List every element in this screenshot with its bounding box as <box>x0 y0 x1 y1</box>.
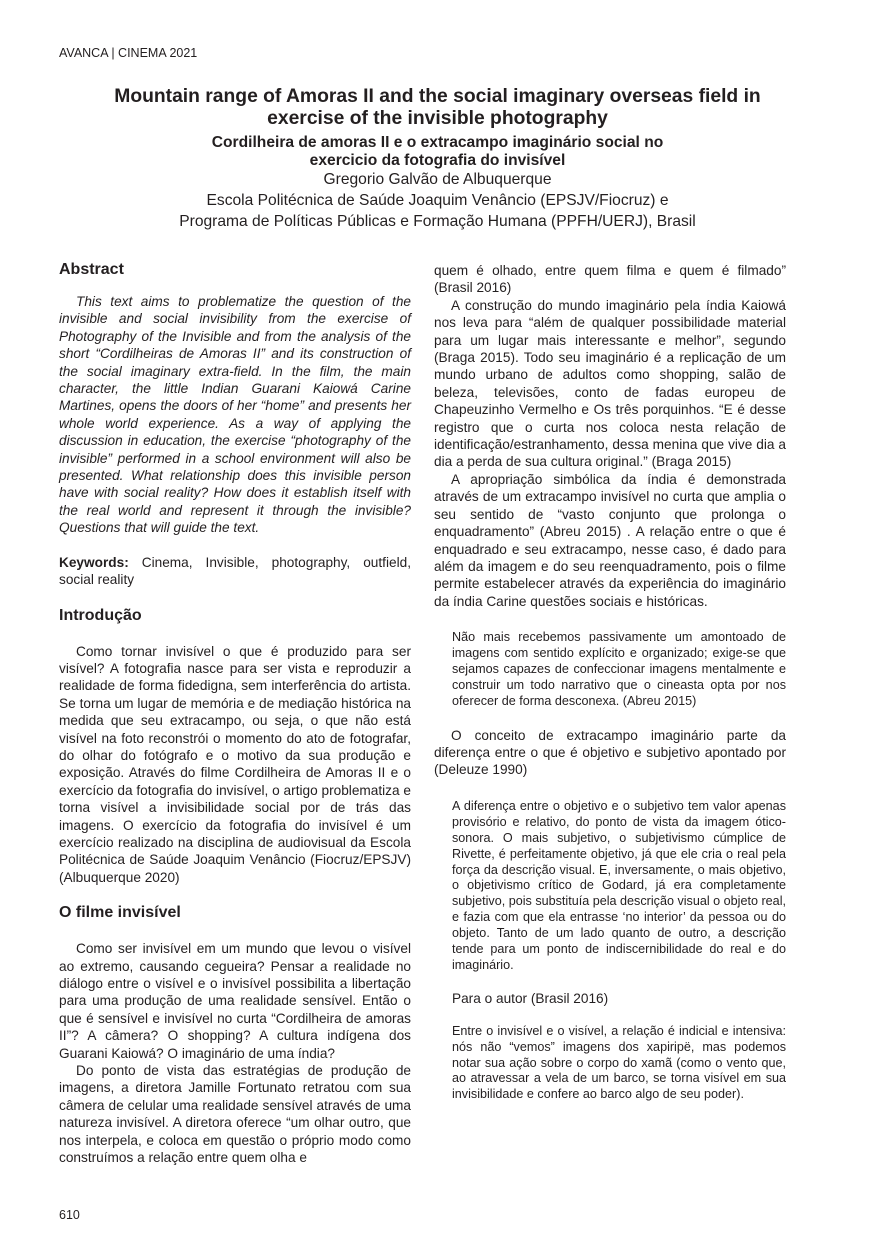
right-paragraph-0: quem é olhado, entre quem filma e quem é filmado” (Brasil 2016) <box>434 263 786 296</box>
block-quote-1: Não mais recebemos passivamente um amontoado de imagens com sentido explícito e organizado; exige-se que sejamos capazes de confeccionar imagens mentalmente e construir um todo narrativo que o cineasta opta por nos oferecer de forma desconexa. (Abreu 2015) <box>452 630 786 708</box>
keywords-text: Cinema, Invisible, photography, outfield, social reality <box>59 554 411 588</box>
title-english-line-2: exercise of the invisible photography <box>267 108 608 129</box>
film-paragraph-2: Do ponto de vista das estratégias de produção de imagens, a diretora Jamille Fortunato retratou com sua câmera de celular uma realidade sensível através de uma natureza invisível. A diretora oferece “um olhar outro, que nos interpela, e coloca em questão o próprio modo como construímos a relação entre quem olha e <box>59 1063 411 1166</box>
page-number: 610 <box>59 1208 80 1222</box>
intro-text: Como tornar invisível o que é produzido para ser visível? A fotografia nasce para ser vista e reproduzir a realidade de forma fidedigna, sem interferência do artista. Se torna um lugar de memória e de mediação histórica na medida que seu extracampo, ou seja, o que não está visível na foto reconstrói o momento do ato de fotografar, do olhar do fotógrafo e o motivo da sua produção e exposição. Através do filme Cordilheira de Amoras II e o exercício da fotografia do invisível, o artigo problematiza e torna visível a invisibilidade social por de trás das imagens. O exercício da fotografia do invisível é um exercício realizado na disciplina de audiovisual da Escola Politécnica de Saúde Joaquim Venâncio (Fiocruz/EPSJV) (Albuquerque 2020) <box>59 643 411 885</box>
right-paragraph-1: A construção do mundo imaginário pela índia Kaiowá nos leva para “além de qualquer possibilidade material para um lugar mais interessante e melhor”, segundo (Braga 2015). Todo seu imaginário é a replicação de um mundo urbano de adultos como shopping, salão de beleza, televisões, conto de fadas europeu de Chapeuzinho Vermelho e Os três porquinhos. “E é desse registro que o curta nos coloca nesta relação de identificação/estranhamento, dessa menina que vive dia a dia a perda de sua cultura original.” (Braga 2015) <box>434 297 786 470</box>
right-column <box>434 262 786 1103</box>
title-english-line-1: Mountain range of Amoras II and the social imaginary overseas field in <box>114 86 761 107</box>
film-heading: O filme invisível <box>59 904 181 922</box>
title-block <box>40 86 835 232</box>
left-column <box>59 260 411 1166</box>
block-quote-3: Entre o invisível e o visível, a relação é indicial e intensiva: nós não “vemos” imagens dos xapiripë, mas podemos notar sua ação sobre o corpo do xamã (como o vento que, ao atravessar a vela de um barco, se torna visível em sua invisibilidade e confere ao barco algo de seu poder). <box>452 1023 786 1102</box>
affiliation-line-1: Escola Politécnica de Saúde Joaquim Venâncio (EPSJV/Fiocruz) e <box>206 192 669 209</box>
keywords <box>59 554 411 589</box>
quote-intro: Para o autor (Brasil 2016) <box>452 990 609 1006</box>
keywords-label: Keywords: <box>59 554 129 570</box>
intro-heading: Introdução <box>59 606 142 624</box>
abstract-text: This text aims to problematize the question of the invisible and social invisibility from the exercise of Photography of the Invisible and from the analysis of the short “Cordilheiras de Amoras II” and its construction of the social imaginary extra-field. In the film, the main character, the little Indian Guarani Kaiowá Carine Martines, opens the doors of her “home” and presents her whole world experience. As a way of applying the discussion in education, the exercise “photography of the invisible” performed in a school environment will also be presented. What relationship does this invisible person have with social reality? How does it establish itself with the real world and represent it through the invisible? Questions that will guide the text. <box>59 294 411 536</box>
running-header: AVANCA | CINEMA 2021 <box>59 46 198 60</box>
author: Gregorio Galvão de Albuquerque <box>323 171 552 188</box>
block-quote-2: A diferença entre o objetivo e o subjetivo tem valor apenas provisório e relativo, do ponto de vista da imagem ótico-sonora. O mais subjetivo, o subjetivismo cúmplice de Rivette, é perfeitamente objetivo, já que ele cria o real pela força da descrição visual. E, inversamente, o mais objetivo, o objetivismo crítico de Godard, já era completamente subjetivo, pois substituía pela descrição visual o objeto real, e fazia com que ela entrasse ‘no interior’ da pessoa ou do objeto. Tanto de um lado quanto de outro, a descrição tende para um ponto de indiscernibilidade do real e do imaginário. <box>452 798 786 972</box>
right-paragraph-3: O conceito de extracampo imaginário parte da diferença entre o que é objetivo e subjetivo apontado por (Deleuze 1990) <box>434 727 786 778</box>
title-portuguese-line-2: exercicio da fotografia do invisível <box>309 151 566 169</box>
film-paragraph-1: Como ser invisível em um mundo que levou o visível ao extremo, causando cegueira? Pensar a realidade no diálogo entre o visível e o invisível possibilita a libertação para uma produção de uma realidade sensível. Então o que é sensível e invisível no curta “Cordilheira de amoras II”? A câmera? O shopping? A cultura indígena dos Guarani Kaiowá? O imaginário de uma índia? <box>59 941 411 1061</box>
affiliation-line-2: Programa de Políticas Públicas e Formação Humana (PPFH/UERJ), Brasil <box>179 213 696 230</box>
abstract-heading: Abstract <box>59 261 124 278</box>
title-portuguese-line-1: Cordilheira de amoras II e o extracampo imaginário social no <box>211 134 664 151</box>
right-paragraph-2: A apropriação simbólica da índia é demonstrada através de um extracampo invisível no curta que amplia o seu sentido de “vasto conjunto que prolonga o enquadramento” (Abreu 2015) . A relação entre o que é enquadrado e seu extracampo, nesse caso, é dado para além da imagem e do seu reenquadramento, pois o filme permite estabelecer através da experiência do imaginário da índia Carine questões sociais e históricas. <box>434 471 786 609</box>
